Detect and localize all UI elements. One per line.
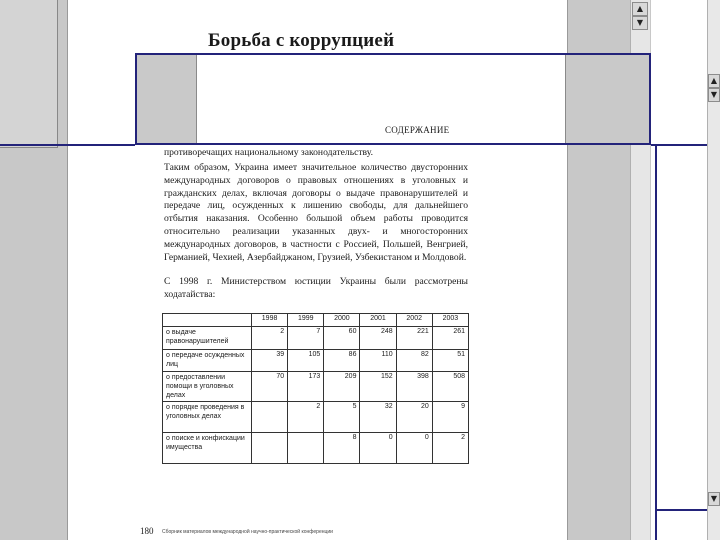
table-cell: 20 — [396, 402, 432, 433]
table-cell: 248 — [360, 327, 396, 350]
page-footer: Сборник материалов международной научно-практической конференции — [162, 529, 333, 535]
viewer-left-margin — [0, 0, 68, 540]
table-cell: 110 — [360, 350, 396, 372]
table-cell: 209 — [324, 372, 360, 402]
table-cell: 0 — [360, 433, 396, 464]
contents-left-panel — [137, 55, 197, 143]
table-cell: 152 — [360, 372, 396, 402]
table-cell: 82 — [396, 350, 432, 372]
table-cell — [252, 402, 288, 433]
table-row — [163, 433, 469, 464]
window-frame-line — [0, 144, 135, 146]
table-header-year: 2003 — [432, 314, 468, 327]
table-header-year: 2002 — [396, 314, 432, 327]
page-title: Борьба с коррупцией — [208, 30, 395, 51]
window-frame-line — [651, 144, 707, 146]
right-scrollbar[interactable] — [707, 0, 720, 540]
contents-title: СОДЕРЖАНИЕ — [385, 125, 450, 135]
table-cell: 70 — [252, 372, 288, 402]
paragraph-ministry: С 1998 г. Министерством юстиции Украины были рассмотрены ходатайства: — [164, 276, 468, 300]
table-cell: 261 — [432, 327, 468, 350]
table-row — [163, 372, 469, 402]
scroll-down-icon[interactable]: ▼ — [708, 88, 720, 102]
table-cell: 2 — [288, 402, 324, 433]
petitions-table — [162, 313, 469, 464]
contents-window[interactable] — [135, 53, 651, 145]
paragraph-treaties: Таким образом, Украина имеет значительное количество двусторонних международных договоров о правовых отношениях в уголовных и гражданских делах, включая договоры о выдаче правонарушителей и передаче лиц, осужденных к лишению свободы, для дальнейшего отбытия наказания. Особенно большой объем работы проводится относительно реализации указанных двух- и многосторонних международных договоров, в частности с Россией, Польшей, Венгрией, Германией, Чехией, Азербайджаном, Грузией, Узбекистаном и Молдовой. — [164, 162, 468, 263]
table-header-year: 2001 — [360, 314, 396, 327]
table-cell: 508 — [432, 372, 468, 402]
table-cell: 173 — [288, 372, 324, 402]
table-cell: 32 — [360, 402, 396, 433]
table-cell: 105 — [288, 350, 324, 372]
paragraph-tail: противоречащих национальному законодательству. — [164, 146, 373, 158]
table-row-label: о поиске и конфискации имущества — [163, 433, 252, 464]
table-cell: 221 — [396, 327, 432, 350]
contents-right-panel — [565, 55, 649, 143]
table-row-label: о выдаче правонарушителей — [163, 327, 252, 350]
table-cell: 0 — [396, 433, 432, 464]
table-cell: 7 — [288, 327, 324, 350]
scroll-down-icon[interactable]: ▼ — [632, 16, 648, 30]
table-cell: 2 — [432, 433, 468, 464]
table-cell: 39 — [252, 350, 288, 372]
table-row-label: о порядке проведения в уголовных делах — [163, 402, 252, 433]
viewer-left-panel — [0, 0, 58, 148]
scroll-up-icon[interactable]: ▲ — [708, 74, 720, 88]
scroll-up-icon[interactable]: ▲ — [632, 2, 648, 16]
table-cell: 86 — [324, 350, 360, 372]
table-cell: 51 — [432, 350, 468, 372]
table-header-row — [163, 314, 469, 327]
table-row — [163, 350, 469, 372]
table-cell: 5 — [324, 402, 360, 433]
table-header-empty — [163, 314, 252, 327]
table-header-year: 2000 — [324, 314, 360, 327]
page-number: 180 — [140, 526, 154, 536]
table-cell: 60 — [324, 327, 360, 350]
table-cell: 2 — [252, 327, 288, 350]
table-row-label: о передаче осужденных лиц — [163, 350, 252, 372]
table-header-year: 1999 — [288, 314, 324, 327]
scroll-down-icon[interactable]: ▼ — [708, 492, 720, 506]
window-frame-line — [655, 509, 707, 511]
table-cell — [252, 433, 288, 464]
table-row — [163, 327, 469, 350]
table-cell: 9 — [432, 402, 468, 433]
table-header-year: 1998 — [252, 314, 288, 327]
table-cell: 8 — [324, 433, 360, 464]
table-cell — [288, 433, 324, 464]
window-frame-line — [655, 146, 657, 540]
table-cell: 398 — [396, 372, 432, 402]
table-row — [163, 402, 469, 433]
table-row-label: о предоставлении помощи в уголовных делах — [163, 372, 252, 402]
